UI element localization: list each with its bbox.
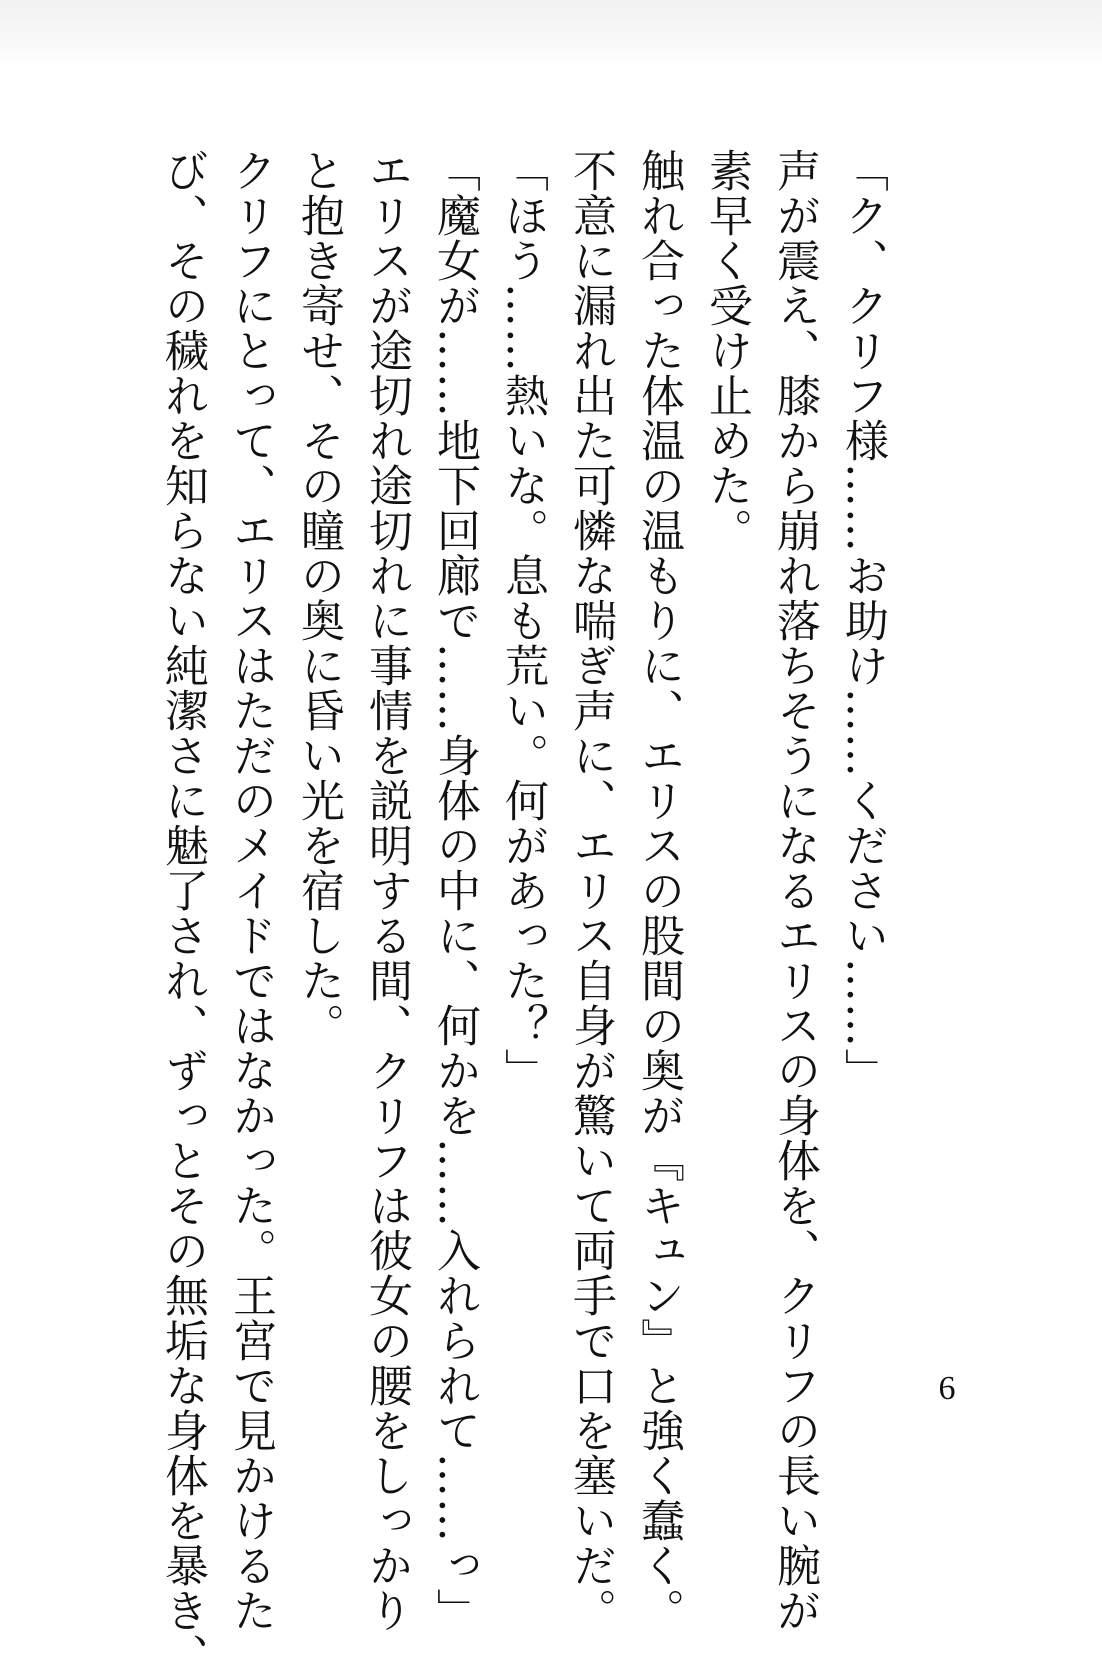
text-line: 不意に漏れ出た可憐な喘ぎ声に、エリス自身が驚いて両手で口を塞いだ。 bbox=[565, 148, 616, 1633]
text-line: び、その穢れを知らない純潔さに魅了され、ずっとその無垢な身体を暴き、 bbox=[157, 148, 208, 1678]
text-line: 「ク、クリフ様……お助け……ください……」 bbox=[837, 148, 888, 1093]
text-line: 声が震え、膝から崩れ落ちそうになるエリスの身体を、クリフの長い腕が bbox=[769, 148, 820, 1633]
text-line: 触れ合った体温の温もりに、エリスの股間の奥が『キュン』と強く蠢く。 bbox=[633, 148, 684, 1633]
page-number: 6 bbox=[938, 1370, 956, 1407]
page-top-shadow bbox=[0, 0, 1102, 70]
text-line: 素早く受け止めた。 bbox=[701, 148, 752, 553]
text-line: 「ほう……熱いな。息も荒い。何があった？」 bbox=[497, 148, 548, 1093]
text-line: と抱き寄せ、その瞳の奥に昏い光を宿した。 bbox=[293, 148, 344, 1048]
text-line: 「魔女が……地下回廊で……身体の中に、何かを……入れられて……っ」 bbox=[429, 148, 480, 1633]
vertical-text-body bbox=[157, 148, 896, 1678]
text-line: クリフにとって、エリスはただのメイドではなかった。王宮で見かけるた bbox=[225, 148, 276, 1633]
text-line: エリスが途切れ途切れに事情を説明する間、クリフは彼女の腰をしっかり bbox=[361, 148, 412, 1633]
